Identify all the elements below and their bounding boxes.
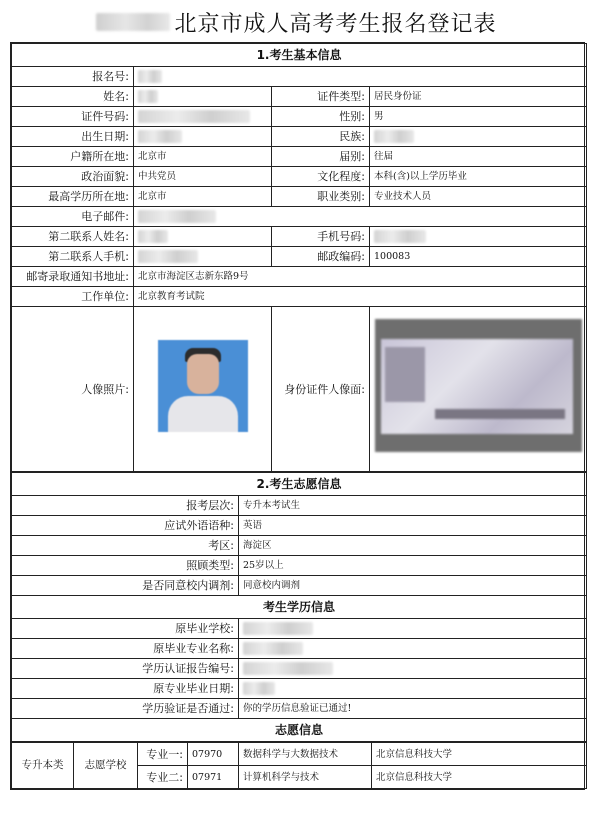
edu-verify-value: 你的学历信息验证已通过! [239,699,587,719]
politics-label: 政治面貌: [12,167,134,187]
edu-verify-label: 学历验证是否通过: [12,699,239,719]
id-type-label: 证件类型: [272,87,370,107]
care-value: 25岁以上 [239,556,587,576]
gender-label: 性别: [272,107,370,127]
redacted-date [243,682,275,695]
redacted-contact2 [138,230,168,243]
hukou-label: 户籍所在地: [12,147,134,167]
contact2-value [134,227,272,247]
education-value: 本科(含)以上学历毕业 [370,167,587,187]
page-title: 北京市成人高考考生报名登记表 [174,11,497,37]
redacted-name [138,90,158,103]
major2-label: 专业二: [138,766,188,789]
area-value: 海淀区 [239,536,587,556]
photo-label: 人像照片: [12,307,134,472]
idphoto-cell [370,307,587,472]
edu-major-label: 原毕业专业名称: [12,639,239,659]
title-bar [0,4,593,40]
section-wish-title: 2.考生志愿信息 [12,473,587,496]
hukou-value: 北京市 [134,147,272,167]
edu-cert-label: 学历认证报告编号: [12,659,239,679]
photo-cell [134,307,272,472]
edu-major-value [239,639,587,659]
name-label: 姓名: [12,87,134,107]
redacted-ethnic [374,130,414,143]
redacted-cert [243,662,333,675]
redacted-school [243,622,313,635]
redacted-email [138,210,216,223]
registration-form [10,42,585,790]
major2-code: 07971 [188,766,239,789]
work-value: 北京教育考试院 [134,287,587,307]
edu-place-label: 最高学历所在地: [12,187,134,207]
major2-name: 计算机科学与技术 [239,766,372,789]
address-value: 北京市海淀区志新东路9号 [134,267,587,287]
edu-school-value [239,619,587,639]
major1-code: 07970 [188,743,239,766]
redacted-title-prefix [96,13,170,31]
wish-info-table [11,472,587,742]
address-label: 邮寄录取通知书地址: [12,267,134,287]
major1-school: 北京信息科技大学 [372,743,587,766]
edu-cert-value [239,659,587,679]
grad-value: 往届 [370,147,587,167]
edu-place-value: 北京市 [134,187,272,207]
volunteer-table [11,742,587,789]
adjust-label: 是否同意校内调剂: [12,576,239,596]
redacted-reg-no [138,70,162,83]
redacted-id-no [138,110,250,123]
email-label: 电子邮件: [12,207,134,227]
basic-info-table [11,43,587,472]
major1-label: 专业一: [138,743,188,766]
name-value [134,87,272,107]
adjust-value: 同意校内调剂 [239,576,587,596]
gender-value: 男 [370,107,587,127]
level-label: 报考层次: [12,496,239,516]
care-label: 照顾类型: [12,556,239,576]
portrait-photo [158,340,248,432]
lang-label: 应试外语语种: [12,516,239,536]
area-label: 考区: [12,536,239,556]
major1-name: 数据科学与大数据技术 [239,743,372,766]
major2-school: 北京信息科技大学 [372,766,587,789]
mobile-label: 手机号码: [272,227,370,247]
lang-value: 英语 [239,516,587,536]
reg-no-label: 报名号: [12,67,134,87]
contact2-mobile-value [134,247,272,267]
id-no-value [134,107,272,127]
grad-label: 届别: [272,147,370,167]
edu-date-label: 原专业毕业日期: [12,679,239,699]
redacted-birth [138,130,182,143]
contact2-label: 第二联系人姓名: [12,227,134,247]
id-card-photo [375,319,582,452]
section-volunteer-title: 志愿信息 [12,719,587,742]
id-type-value: 居民身份证 [370,87,587,107]
edu-school-label: 原毕业学校: [12,619,239,639]
ethnic-label: 民族: [272,127,370,147]
section-edu-title: 考生学历信息 [12,596,587,619]
redacted-major [243,642,303,655]
reg-no-value [134,67,587,87]
postcode-label: 邮政编码: [272,247,370,267]
ethnic-value [370,127,587,147]
job-value: 专业技术人员 [370,187,587,207]
education-label: 文化程度: [272,167,370,187]
work-label: 工作单位: [12,287,134,307]
id-no-label: 证件号码: [12,107,134,127]
contact2-mobile-label: 第二联系人手机: [12,247,134,267]
postcode-value: 100083 [370,247,587,267]
volunteer-school-label: 志愿学校 [74,743,138,789]
level-value: 专升本考试生 [239,496,587,516]
redacted-mobile [374,230,426,243]
redacted-contact2-mobile [138,250,198,263]
job-label: 职业类别: [272,187,370,207]
politics-value: 中共党员 [134,167,272,187]
email-value [134,207,587,227]
idphoto-label: 身份证件人像面: [272,307,370,472]
mobile-value [370,227,587,247]
edu-date-value [239,679,587,699]
birth-value [134,127,272,147]
birth-label: 出生日期: [12,127,134,147]
section-basic-title: 1.考生基本信息 [12,44,587,67]
volunteer-type: 专升本类 [12,743,74,789]
